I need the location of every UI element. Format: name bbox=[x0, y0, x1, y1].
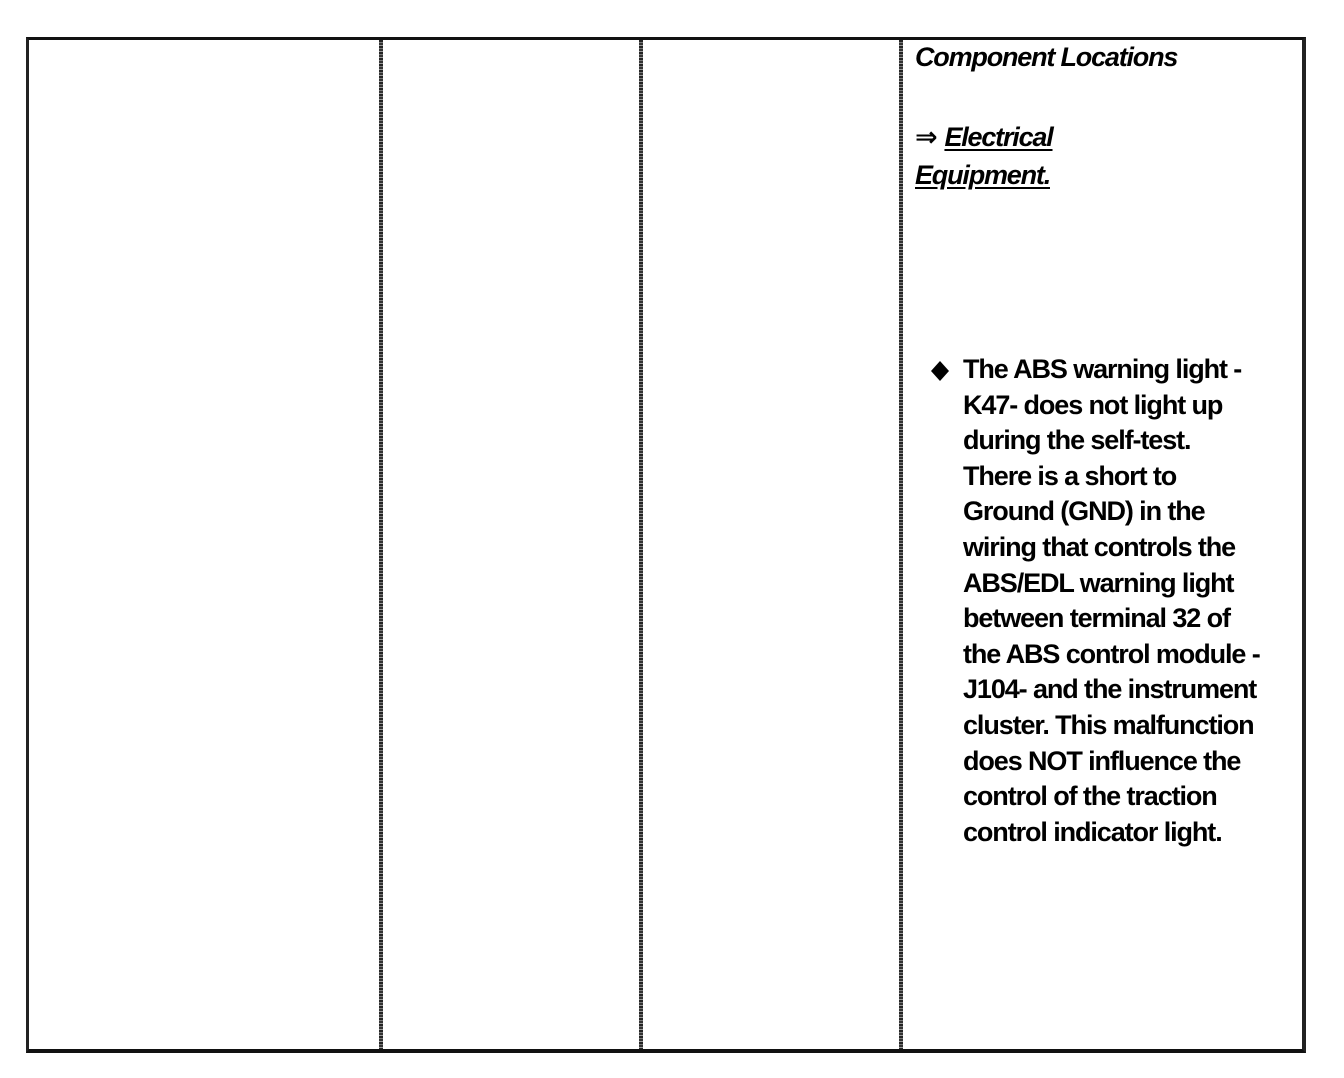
document-table bbox=[26, 37, 1306, 1053]
diamond-bullet-icon bbox=[929, 360, 951, 382]
double-right-arrow-icon: ⇒ bbox=[915, 122, 937, 152]
notes-cell bbox=[911, 40, 1296, 1049]
bullet-text: The ABS warning light - K47- does not light up during the self-test. There is a short to Ground (GND) in the wiring that controls the ABS/EDL warning light between terminal 32 of the ABS control module - J104- and the instrument cluster. This malfunction does NOT influence the control of the traction control indicator light. bbox=[963, 354, 1260, 847]
section-title: Component Locations bbox=[915, 42, 1178, 72]
electrical-equipment-link[interactable]: Electrical Equipment. bbox=[915, 122, 1053, 190]
column-divider bbox=[899, 40, 903, 1049]
column-divider bbox=[379, 40, 383, 1049]
list-item bbox=[929, 352, 1319, 850]
column-divider bbox=[639, 40, 643, 1049]
reference-link-line bbox=[915, 118, 1135, 194]
